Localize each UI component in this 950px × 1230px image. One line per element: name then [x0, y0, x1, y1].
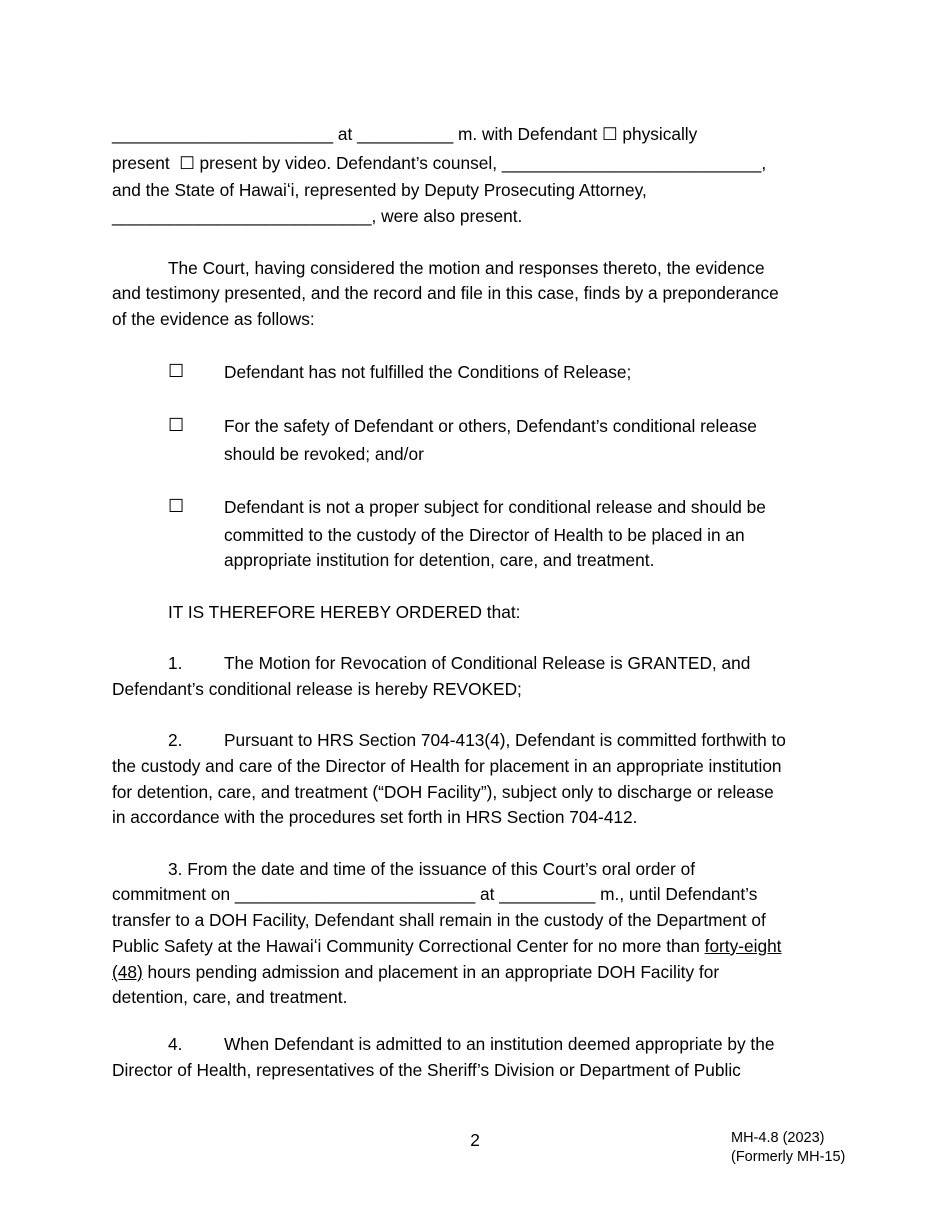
intro-line-1: _______________________ at __________ m. with Defendant ☐ physically — [112, 124, 698, 144]
finding-2-checkbox[interactable]: ☐ — [168, 415, 185, 435]
order-3-line-5 — [112, 962, 719, 982]
order-3-line-1: 3. From the date and time of the issuance of this Court’s oral order of — [168, 859, 696, 879]
formerly-form-number: (Formerly MH-15) — [731, 1149, 846, 1165]
form-number: MH-4.8 (2023) — [731, 1130, 825, 1146]
order-3-line-2: commitment on _________________________ at __________ m., until Defendant’s — [112, 884, 758, 904]
order-3-line-4-text: Public Safety at the Hawaiʻi Community Correctional Center for no more than — [112, 936, 705, 956]
order-3-line-5-text: hours pending admission and placement in an appropriate DOH Facility for — [142, 962, 720, 982]
underlined-duration-words: forty-eight — [704, 936, 782, 956]
order-4-number: 4. — [168, 1034, 183, 1054]
order-2-line-4: in accordance with the procedures set forth in HRS Section 704-412. — [112, 807, 638, 827]
order-4-line-1: When Defendant is admitted to an institution deemed appropriate by the — [224, 1034, 775, 1054]
order-1-number: 1. — [168, 653, 183, 673]
finding-3-text-line-1: Defendant is not a proper subject for conditional release and should be — [224, 497, 766, 517]
finding-1-checkbox[interactable]: ☐ — [168, 361, 185, 381]
finding-2-text-line-1: For the safety of Defendant or others, Defendant’s conditional release — [224, 416, 757, 436]
underlined-duration-number: (48) — [112, 962, 143, 982]
finding-3-checkbox[interactable]: ☐ — [168, 496, 185, 516]
intro-line-2: present ☐ present by video. Defendant’s counsel, ___________________________, — [112, 153, 767, 173]
order-2-line-3: for detention, care, and treatment (“DOH Facility”), subject only to discharge or release — [112, 782, 774, 802]
finding-3-text-line-2: committed to the custody of the Director of Health to be placed in an — [224, 525, 745, 545]
findings-intro-line-2: and testimony presented, and the record and file in this case, finds by a preponderance — [112, 283, 779, 303]
order-3-line-4 — [112, 936, 781, 956]
page-number: 2 — [470, 1130, 480, 1150]
order-4-line-2: Director of Health, representatives of the Sheriff’s Division or Department of Public — [112, 1060, 741, 1080]
findings-intro-line-1: The Court, having considered the motion and responses thereto, the evidence — [168, 258, 765, 278]
order-2-number: 2. — [168, 730, 183, 750]
finding-1-text: Defendant has not fulfilled the Conditions of Release; — [224, 362, 632, 382]
order-3-line-3: transfer to a DOH Facility, Defendant shall remain in the custody of the Department of — [112, 910, 766, 930]
order-1-line-2: Defendant’s conditional release is hereby REVOKED; — [112, 679, 522, 699]
finding-3-text-line-3: appropriate institution for detention, care, and treatment. — [224, 550, 655, 570]
order-2-line-1: Pursuant to HRS Section 704-413(4), Defendant is committed forthwith to — [224, 730, 786, 750]
order-1-line-1: The Motion for Revocation of Conditional Release is GRANTED, and — [224, 653, 751, 673]
order-3-line-6: detention, care, and treatment. — [112, 987, 348, 1007]
order-heading: IT IS THEREFORE HEREBY ORDERED that: — [168, 602, 521, 622]
order-2-line-2: the custody and care of the Director of Health for placement in an appropriate institution — [112, 756, 782, 776]
intro-line-3: and the State of Hawaiʻi, represented by Deputy Prosecuting Attorney, — [112, 180, 647, 200]
intro-line-4: ___________________________, were also present. — [112, 206, 523, 226]
findings-intro-line-3: of the evidence as follows: — [112, 309, 315, 329]
finding-2-text-line-2: should be revoked; and/or — [224, 444, 424, 464]
